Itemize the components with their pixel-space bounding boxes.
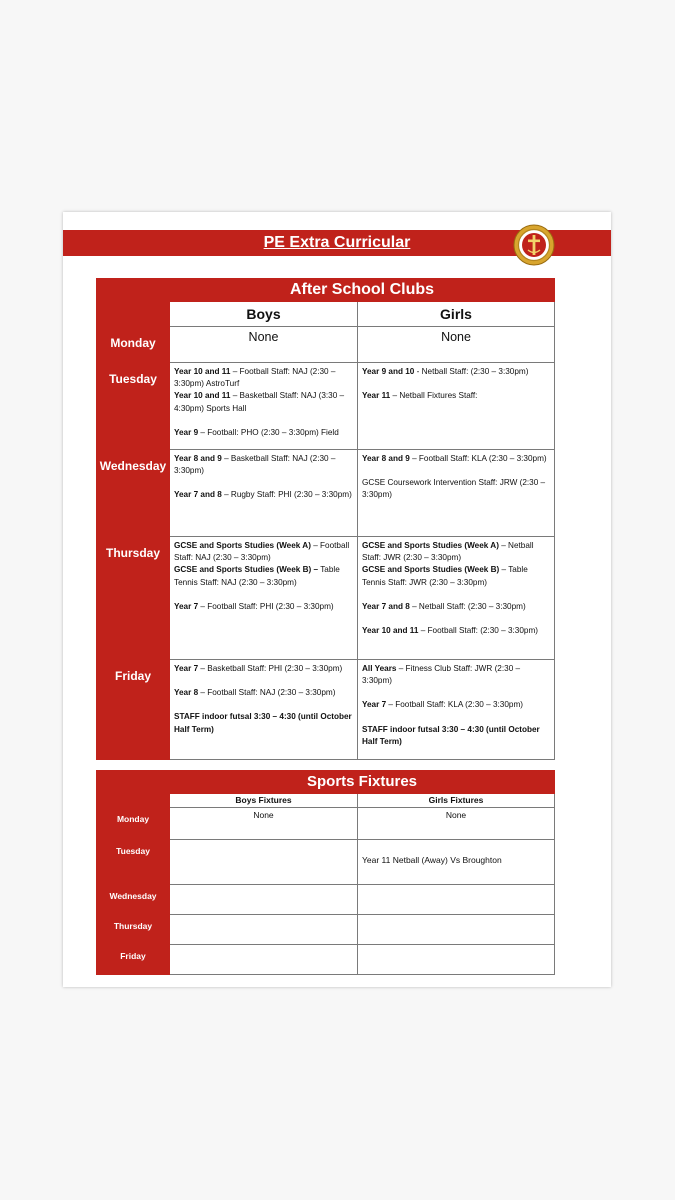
club-entry-detail: – Football Staff: NAJ (2:30 – 3:30pm) AstroTurf [174, 367, 336, 389]
entry-spacer [362, 589, 550, 601]
club-entry [362, 564, 550, 588]
entry-spacer [362, 712, 550, 724]
tuesday-girls-fixture: Year 11 Netball (Away) Vs Broughton [358, 840, 555, 885]
wednesday-boys-fixture [170, 885, 358, 915]
tuesday-boys-cell [170, 363, 358, 450]
club-entry-group: Year 9 [174, 427, 199, 437]
club-entry-group: Year 11 [362, 391, 391, 401]
thursday-girls-cell [358, 537, 555, 660]
club-entry [362, 540, 550, 564]
club-entry-group: GCSE and Sports Studies (Week A) [362, 541, 499, 550]
entry-spacer [174, 589, 353, 601]
club-entry [174, 366, 353, 390]
club-entry-group: GCSE and Sports Studies (Week B) [362, 565, 500, 575]
club-entry-detail: – Netball Staff: JWR (2:30 – 3:30pm) [362, 541, 534, 563]
club-entry-detail: – Football: PHO (2:30 – 3:30pm) Field [198, 427, 339, 437]
club-entry-detail: – Netball Staff: (2:30 – 3:30pm) [409, 601, 526, 611]
wednesday-girls-cell [358, 450, 555, 537]
club-entry [362, 601, 550, 613]
club-entry [362, 699, 550, 711]
clubs-title: After School Clubs [170, 279, 555, 302]
club-entry-detail: – Basketball Staff: PHI (2:30 – 3:30pm) [198, 664, 343, 673]
club-entry-detail: – Table Tennis Staff: JWR (2:30 – 3:30pm) [362, 565, 528, 587]
fixture-day-tuesday: Tuesday [97, 840, 170, 885]
club-entry-detail: - Netball Staff: (2:30 – 3:30pm) [414, 367, 529, 376]
club-entry-group: Year 9 and 10 [362, 367, 415, 376]
friday-girls-cell [358, 660, 555, 760]
club-entry-group: GCSE and Sports Studies (Week A) [174, 541, 311, 550]
club-entry [362, 390, 550, 402]
club-entry-group: Year 7 [174, 664, 199, 673]
entry-spacer [174, 675, 353, 687]
friday-girls-fixture [358, 945, 555, 975]
page-title: PE Extra Curricular [263, 234, 411, 251]
boys-fixtures-header: Boys Fixtures [170, 794, 358, 808]
day-label-wednesday: Wednesday [97, 450, 170, 537]
club-entry-group: Year 10 and 11 [174, 367, 231, 376]
club-entry [362, 453, 550, 465]
club-entry-detail: – Netball Fixtures Staff: [390, 391, 478, 401]
tuesday-boys-fixture [170, 840, 358, 885]
day-label-thursday: Thursday [97, 537, 170, 660]
club-entry-group: Year 8 and 9 [174, 454, 222, 463]
club-entry-detail: – Fitness Club Staff: JWR (2:30 – 3:30pm) [362, 664, 521, 686]
entry-spacer [174, 477, 353, 489]
friday-boys-cell [170, 660, 358, 760]
club-entry [174, 427, 353, 439]
club-entry [174, 564, 353, 588]
club-entry-detail: – Basketball Staff: NAJ (2:30 – 3:30pm) [174, 454, 336, 476]
monday-boys-fixture: None [170, 808, 358, 840]
club-entry [362, 366, 550, 378]
document-page [63, 212, 611, 987]
club-entry [174, 489, 353, 501]
fixture-day-monday: Monday [97, 808, 170, 840]
friday-boys-fixture [170, 945, 358, 975]
club-entry-detail: – Football Staff: KLA (2:30 – 3:30pm) [386, 700, 523, 710]
boys-column-header: Boys [170, 302, 358, 327]
club-entry-group: Year 7 [174, 601, 199, 611]
club-entry-group: Year 10 and 11 [362, 626, 419, 636]
fixture-day-friday: Friday [97, 945, 170, 975]
club-entry-group: All Years [362, 664, 397, 673]
table-corner [97, 771, 170, 808]
club-entry-detail: GCSE Coursework Intervention Staff: JRW (2:30 – 3:30pm) [362, 478, 546, 500]
monday-girls-cell: None [358, 327, 555, 363]
thursday-boys-cell [170, 537, 358, 660]
wednesday-girls-fixture [358, 885, 555, 915]
entry-spacer [362, 378, 550, 390]
club-entry-detail: – Football Staff: KLA (2:30 – 3:30pm) [409, 454, 547, 463]
entry-spacer [174, 699, 353, 711]
club-entry-detail: Table Tennis Staff: NAJ (2:30 – 3:30pm) [174, 565, 340, 587]
club-entry [174, 663, 353, 675]
club-entry-detail: – Football Staff: NAJ (2:30 – 3:30pm) [174, 541, 350, 563]
thursday-boys-fixture [170, 915, 358, 945]
fixture-day-wednesday: Wednesday [97, 885, 170, 915]
fixture-day-thursday: Thursday [97, 915, 170, 945]
wednesday-boys-cell [170, 450, 358, 537]
club-entry [362, 625, 550, 637]
club-entry [174, 453, 353, 477]
club-entry-group: Year 7 [362, 700, 387, 710]
entry-spacer [362, 465, 550, 477]
tuesday-girls-cell [358, 363, 555, 450]
girls-column-header: Girls [358, 302, 555, 327]
club-entry [174, 711, 353, 735]
club-entry-detail: – Basketball Staff: NAJ (3:30 – 4:30pm) Sports Hall [174, 391, 345, 413]
club-entry [174, 540, 353, 564]
girls-fixtures-header: Girls Fixtures [358, 794, 555, 808]
club-entry-group: Year 8 and 9 [362, 454, 410, 463]
monday-boys-cell: None [170, 327, 358, 363]
club-entry-group: Year 7 and 8 [362, 601, 410, 611]
after-school-clubs-table [96, 278, 555, 760]
monday-girls-fixture: None [358, 808, 555, 840]
club-entry-detail: – Football Staff: (2:30 – 3:30pm) [418, 626, 538, 636]
entry-spacer [362, 613, 550, 625]
day-label-monday: Monday [97, 327, 170, 363]
thursday-girls-fixture [358, 915, 555, 945]
day-label-tuesday: Tuesday [97, 363, 170, 450]
club-entry-detail: – Football Staff: NAJ (2:30 – 3:30pm) [198, 688, 336, 698]
school-crest-icon [513, 224, 555, 266]
club-entry [174, 601, 353, 613]
club-entry [362, 663, 550, 687]
club-entry-detail: – Rugby Staff: PHI (2:30 – 3:30pm) [221, 490, 352, 500]
day-label-friday: Friday [97, 660, 170, 760]
table-corner [97, 279, 170, 327]
club-entry-detail: – Football Staff: PHI (2:30 – 3:30pm) [198, 601, 334, 611]
club-entry-group: Year 7 and 8 [174, 490, 222, 500]
entry-spacer [362, 687, 550, 699]
club-entry [362, 477, 550, 501]
sports-fixtures-table [96, 770, 555, 975]
club-entry-group: Year 8 [174, 688, 199, 698]
club-entry-group: STAFF indoor futsal 3:30 – 4:30 (until October Half Term) [362, 724, 540, 746]
club-entry-group: Year 10 and 11 [174, 391, 231, 401]
club-entry-group: GCSE and Sports Studies (Week B) – [174, 565, 319, 575]
club-entry [174, 390, 353, 414]
fixtures-title: Sports Fixtures [170, 771, 555, 794]
club-entry [362, 724, 550, 748]
club-entry-group: STAFF indoor futsal 3:30 – 4:30 (until October Half Term) [174, 712, 352, 734]
club-entry [174, 687, 353, 699]
entry-spacer [174, 415, 353, 427]
